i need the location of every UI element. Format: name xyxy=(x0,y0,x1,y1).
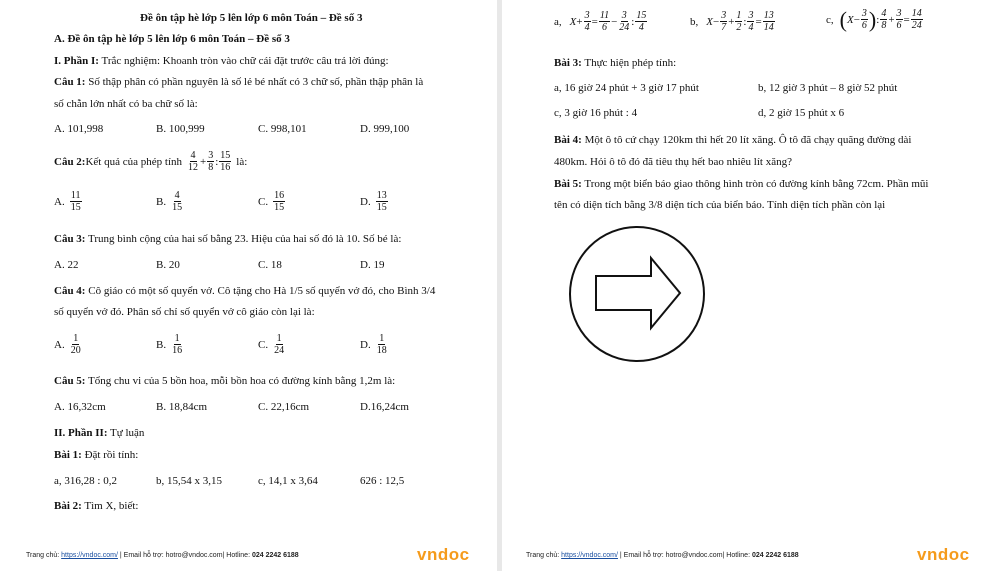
q5-option-c: C. 22,16cm xyxy=(258,401,310,413)
q1-option-b: B. 100,999 xyxy=(156,123,205,135)
bai3-item-a: a, 16 giờ 24 phút + 3 giờ 17 phút xyxy=(554,82,699,94)
bai2-equation-a: a, X + $\frac{3}{4}$ = $\frac{11}{6}$ − $\frac{3}{24}$ : $\frac{15}{4}$ xyxy=(554,10,647,33)
bai3-item-c: c, 3 giờ 16 phút : 4 xyxy=(554,107,638,119)
bai3-heading: Bài 3: Thực hiện phép tính: xyxy=(554,57,677,69)
q4-line2: số quyển vở đó. Phân số chỉ số quyển vở cô giáo còn lại là: xyxy=(54,306,315,318)
q1-line2: số chẵn lớn nhất có ba chữ số là: xyxy=(54,98,198,110)
footer-right: Trang chủ: https://vndoc.com/ | Email hỗ trợ: hotro@vndoc.com| Hotline: 024 2242 6188 xyxy=(526,552,799,559)
q2-option-a: A. $\frac{11}{15}$ xyxy=(54,190,81,213)
q4-option-c: C. $\frac{1}{24}$ xyxy=(258,333,285,356)
part1-heading: I. Phần I: Trắc nghiệm: Khoanh tròn vào chữ cái đặt trước câu trả lời đúng: xyxy=(54,55,389,67)
q3-option-d: D. 19 xyxy=(360,259,385,271)
bai4-line2: 480km. Hỏi ô tô đó đã tiêu thụ hết bao nhiêu lít xăng? xyxy=(554,156,792,168)
q3-line: Câu 3: Trung bình cộng của hai số bằng 23. Hiệu của hai số đó là 10. Số bé là: xyxy=(54,233,402,245)
bai1-item-a: a, 316,28 : 0,2 xyxy=(54,475,117,487)
bai1-item-d: 626 : 12,5 xyxy=(360,475,405,487)
q2-line: Câu 2: Kết quả của phép tính $\frac{4}{12}$ + $\frac{3}{8}$ : $\frac{15}{16}$ là: xyxy=(54,150,248,173)
vndoc-logo-right: vndoc xyxy=(917,545,970,564)
q2-option-b: B. $\frac{4}{15}$ xyxy=(156,190,183,213)
q1-option-c: C. 998,101 xyxy=(258,123,307,135)
q4-option-a: A. $\frac{1}{20}$ xyxy=(54,333,81,356)
bai2-equation-c: c, ( X − $\frac{3}{6}$ ) : $\frac{4}{8}$ + $\frac{3}{6}$ = $\frac{14}{24}$ xyxy=(826,6,922,32)
q1-option-d: D. 999,100 xyxy=(360,123,410,135)
q4-option-d: D. $\frac{1}{18}$ xyxy=(360,333,387,356)
bai4-line1: Bài 4: Một ô tô cứ chạy 120km thì hết 20 lít xăng. Ô tô đã chạy quãng đường dài xyxy=(554,134,912,146)
part2-heading: II. Phần II: Tự luận xyxy=(54,427,145,439)
q2-option-d: D. $\frac{13}{15}$ xyxy=(360,190,387,213)
q4-line1: Câu 4: Cô giáo có một số quyển vở. Cô tặng cho Hà 1/5 số quyển vở đó, cho Bình 3/4 xyxy=(54,285,436,297)
q1-option-a: A. 101,998 xyxy=(54,123,104,135)
footer-home-link-right[interactable]: https://vndoc.com/ xyxy=(561,552,618,559)
vndoc-logo: vndoc xyxy=(417,545,470,564)
q5-line: Câu 5: Tổng chu vi của 5 bồn hoa, mỗi bồn hoa có đường kính bằng 1,2m là: xyxy=(54,375,396,387)
q1-line1: Câu 1: Số thập phân có phần nguyên là số lẻ bé nhất có 3 chữ số, phần thập phân là xyxy=(54,76,424,88)
q5-option-a: A. 16,32cm xyxy=(54,401,106,413)
q2-fraction-c: $\frac{15}{16}$ xyxy=(220,150,231,173)
section-a-heading: A. Đề ôn tập hè lớp 5 lên lớp 6 môn Toán – Đề số 3 xyxy=(54,33,290,45)
q3-option-a: A. 22 xyxy=(54,259,79,271)
q3-option-c: C. 18 xyxy=(258,259,282,271)
bai1-item-c: c, 14,1 x 3,64 xyxy=(258,475,318,487)
q2-fraction-a: $\frac{4}{12}$ xyxy=(188,150,199,173)
document-page-right xyxy=(502,0,999,571)
bai2-heading: Bài 2: Tìm X, biết: xyxy=(54,500,139,512)
q4-option-b: B. $\frac{1}{16}$ xyxy=(156,333,183,356)
bai5-line1: Bài 5: Trong một biển báo giao thông hình tròn có đường kính bằng 72cm. Phần mũi xyxy=(554,178,929,190)
bai5-line2: tên có diện tích bằng 3/8 diện tích của biển báo. Tính diện tích phần còn lại xyxy=(554,199,886,211)
q2-option-c: C. $\frac{16}{15}$ xyxy=(258,190,285,213)
q2-fraction-b: $\frac{3}{8}$ xyxy=(208,150,214,173)
traffic-sign-arrow-figure xyxy=(567,224,707,364)
footer-home-link[interactable]: https://vndoc.com/ xyxy=(61,552,118,559)
bai2-equation-b: b, X − $\frac{3}{7}$ + $\frac{1}{2}$ : $\frac{3}{4}$ = $\frac{13}{14}$ xyxy=(690,10,774,33)
document-page-left xyxy=(0,0,497,571)
footer-left: Trang chủ: https://vndoc.com/ | Email hỗ trợ: hotro@vndoc.com| Hotline: 024 2242 6188 xyxy=(26,552,299,559)
bai1-heading: Bài 1: Đặt rồi tính: xyxy=(54,449,139,461)
q5-option-d: D.16,24cm xyxy=(360,401,409,413)
q5-option-b: B. 18,84cm xyxy=(156,401,208,413)
sign-circle xyxy=(570,227,704,361)
q3-option-b: B. 20 xyxy=(156,259,180,271)
bai3-item-d: d, 2 giờ 15 phút x 6 xyxy=(758,107,845,119)
right-arrow-icon xyxy=(596,258,680,328)
bai1-item-b: b, 15,54 x 3,15 xyxy=(156,475,222,487)
bai3-item-b: b, 12 giờ 3 phút – 8 giờ 52 phút xyxy=(758,82,898,94)
document-title: Đề ôn tập hè lớp 5 lên lớp 6 môn Toán – Đề số 3 xyxy=(140,12,363,24)
